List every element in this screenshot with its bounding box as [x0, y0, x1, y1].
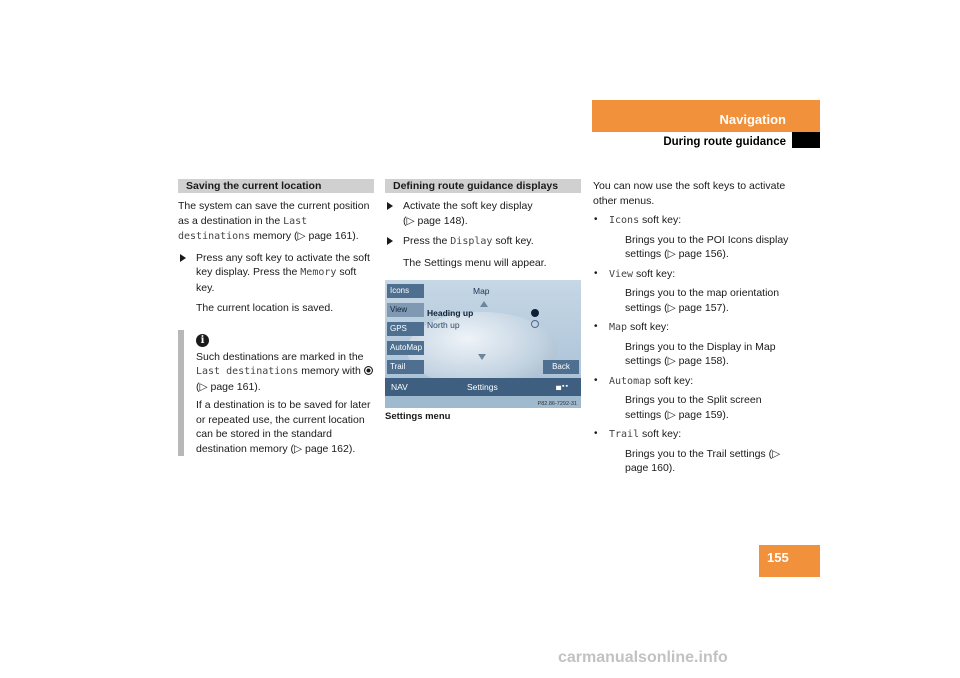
step-press-soft-key: Press any soft key to activate the soft key display. Press the Memory soft key.	[178, 251, 374, 296]
column-route-displays	[385, 179, 581, 422]
step-arrow-icon	[180, 254, 186, 262]
option-heading-up[interactable]: Heading up	[427, 308, 474, 318]
page-number-box	[759, 545, 820, 577]
list-item-trail: • Trail soft key:	[594, 428, 682, 440]
info-note	[178, 330, 374, 457]
bullet-icon: •	[594, 374, 598, 386]
status-bar	[385, 378, 581, 396]
softkey-icons[interactable]: Icons	[387, 284, 424, 298]
softkeys-intro: You can now use the soft keys to activate other menus.	[593, 180, 786, 207]
softkey-automap[interactable]: AutoMap	[387, 341, 424, 355]
image-code: P82.86-7292-31	[537, 401, 577, 407]
watermark: carmanualsonline.info	[558, 649, 728, 666]
section-heading-saving: Saving the current location	[178, 179, 374, 193]
page-ref: ▷ page 161	[297, 230, 353, 242]
list-item-desc: Brings you to the Display in Map settings (▷ page 158).	[625, 340, 776, 367]
radio-unselected-icon[interactable]	[531, 320, 539, 328]
column-saving-location	[178, 179, 374, 456]
bullet-icon: •	[594, 214, 598, 225]
scroll-down-icon[interactable]	[478, 354, 486, 360]
bullet-icon: •	[594, 321, 598, 332]
saving-intro: The system can save the current position as a destination in the Last destinations memory (▷ page 161).	[178, 200, 370, 242]
option-north-up[interactable]: North up	[427, 320, 460, 330]
list-item-desc: Brings you to the Split screen settings (▷ page 159).	[625, 394, 762, 421]
figure-caption: Settings menu	[385, 411, 451, 422]
softkey-trail[interactable]: Trail	[387, 360, 424, 374]
bullet-icon: •	[594, 428, 598, 439]
list-item-icons: • Icons soft key:	[594, 214, 682, 226]
softkey-view[interactable]: View	[387, 303, 424, 317]
scroll-up-icon[interactable]	[480, 301, 488, 307]
list-item-map: • Map soft key:	[594, 321, 670, 333]
page-number: 155	[767, 550, 789, 565]
step-press-display: Press the Display soft key.	[385, 234, 581, 250]
bullet-icon: •	[594, 267, 598, 279]
list-item-desc: Brings you to the POI Icons display settings (▷ page 156).	[625, 233, 789, 260]
softkey-gps[interactable]: GPS	[387, 322, 424, 336]
info-icon: i	[196, 334, 209, 347]
header-section-title: Navigation	[719, 112, 786, 127]
info-paragraph-1: Such destinations are marked in the Last destinations memory with (▷ page 161).	[196, 350, 374, 395]
step-activate-soft-keys: Activate the soft key display (▷ page 148).	[385, 199, 581, 228]
radio-marker-icon	[364, 366, 373, 375]
list-item-desc: Brings you to the Trail settings (▷ page 160).	[625, 447, 781, 474]
list-item-desc: Brings you to the map orientation settings (▷ page 157).	[625, 287, 780, 314]
column-soft-key-menus	[593, 179, 793, 476]
step-arrow-icon	[387, 237, 393, 245]
step-arrow-icon	[387, 202, 393, 210]
header-subsection-row	[592, 132, 820, 150]
info-paragraph-2: If a destination is to be saved for later or repeated use, the current location can be stored in the standard destination memory (▷ page 162).	[196, 399, 371, 455]
radio-selected-icon[interactable]	[531, 309, 539, 317]
back-button[interactable]: Back	[543, 360, 579, 374]
step-result: The current location is saved.	[196, 302, 334, 314]
status-nav: NAV	[391, 382, 408, 392]
step-result: The Settings menu will appear.	[403, 256, 547, 269]
header-subsection-title: During route guidance	[663, 136, 786, 148]
list-item-automap: • Automap soft key:	[594, 374, 694, 387]
settings-menu-screenshot	[385, 280, 581, 408]
status-settings: Settings	[467, 382, 498, 392]
section-heading-displays: Defining route guidance displays	[385, 179, 581, 193]
header-black-tab	[792, 132, 820, 148]
map-label: Map	[473, 286, 490, 296]
signal-icon: ▄▪▪	[556, 383, 569, 390]
list-item-view: • View soft key:	[594, 267, 676, 280]
header-section-bar	[592, 100, 820, 132]
